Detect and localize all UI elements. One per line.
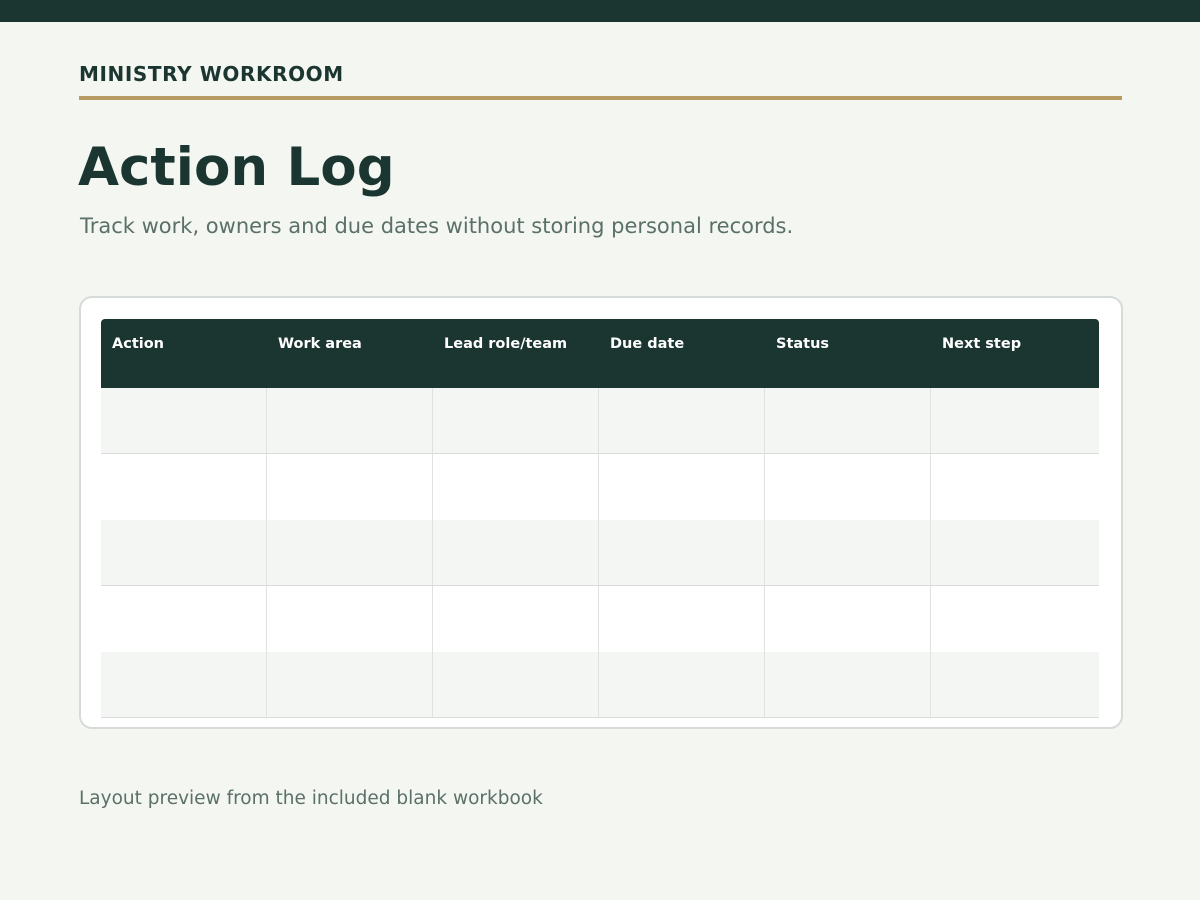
table-cell bbox=[765, 520, 931, 585]
column-header-due-date: Due date bbox=[610, 336, 685, 352]
table-row bbox=[101, 586, 1099, 652]
table-cell bbox=[599, 520, 765, 585]
table-cell bbox=[267, 586, 433, 652]
table-cell bbox=[433, 652, 599, 717]
table-cell bbox=[101, 520, 267, 585]
table-row bbox=[101, 652, 1099, 718]
table-cell bbox=[599, 652, 765, 717]
table-cell bbox=[931, 454, 1097, 520]
table-row bbox=[101, 388, 1099, 454]
table-cell bbox=[267, 520, 433, 585]
table-cell bbox=[101, 586, 267, 652]
table-row bbox=[101, 454, 1099, 520]
brand-name: MINISTRY WORKROOM bbox=[79, 62, 344, 86]
top-bar bbox=[0, 0, 1200, 22]
table-cell bbox=[267, 388, 433, 453]
table-cell bbox=[599, 586, 765, 652]
table-cell bbox=[931, 652, 1097, 717]
column-header-status: Status bbox=[776, 336, 830, 352]
table-cell bbox=[433, 388, 599, 453]
table-cell bbox=[765, 388, 931, 453]
page-title: Action Log bbox=[78, 137, 395, 198]
table-cell bbox=[765, 454, 931, 520]
column-header-work-area: Work area bbox=[278, 336, 362, 352]
column-header-action: Action bbox=[112, 336, 165, 352]
table-header-row bbox=[101, 319, 1099, 388]
table-cell bbox=[101, 652, 267, 717]
brand-divider bbox=[79, 96, 1122, 100]
table-cell bbox=[931, 586, 1097, 652]
table-cell bbox=[433, 454, 599, 520]
table-cell bbox=[267, 454, 433, 520]
table-cell bbox=[433, 520, 599, 585]
column-header-next-step: Next step bbox=[942, 336, 1022, 352]
table-cell bbox=[433, 586, 599, 652]
table-cell bbox=[599, 388, 765, 453]
action-log-table bbox=[101, 319, 1099, 718]
table-cell bbox=[931, 388, 1097, 453]
table-cell bbox=[765, 652, 931, 717]
footer-note: Layout preview from the included blank workbook bbox=[79, 788, 543, 809]
table-cell bbox=[101, 454, 267, 520]
table-cell bbox=[765, 586, 931, 652]
page-subtitle: Track work, owners and due dates without storing personal records. bbox=[80, 214, 794, 238]
table-cell bbox=[101, 388, 267, 453]
table-cell bbox=[267, 652, 433, 717]
table-cell bbox=[599, 454, 765, 520]
column-header-lead-role-team: Lead role/team bbox=[444, 336, 568, 352]
table-cell bbox=[931, 520, 1097, 585]
table-row bbox=[101, 520, 1099, 586]
